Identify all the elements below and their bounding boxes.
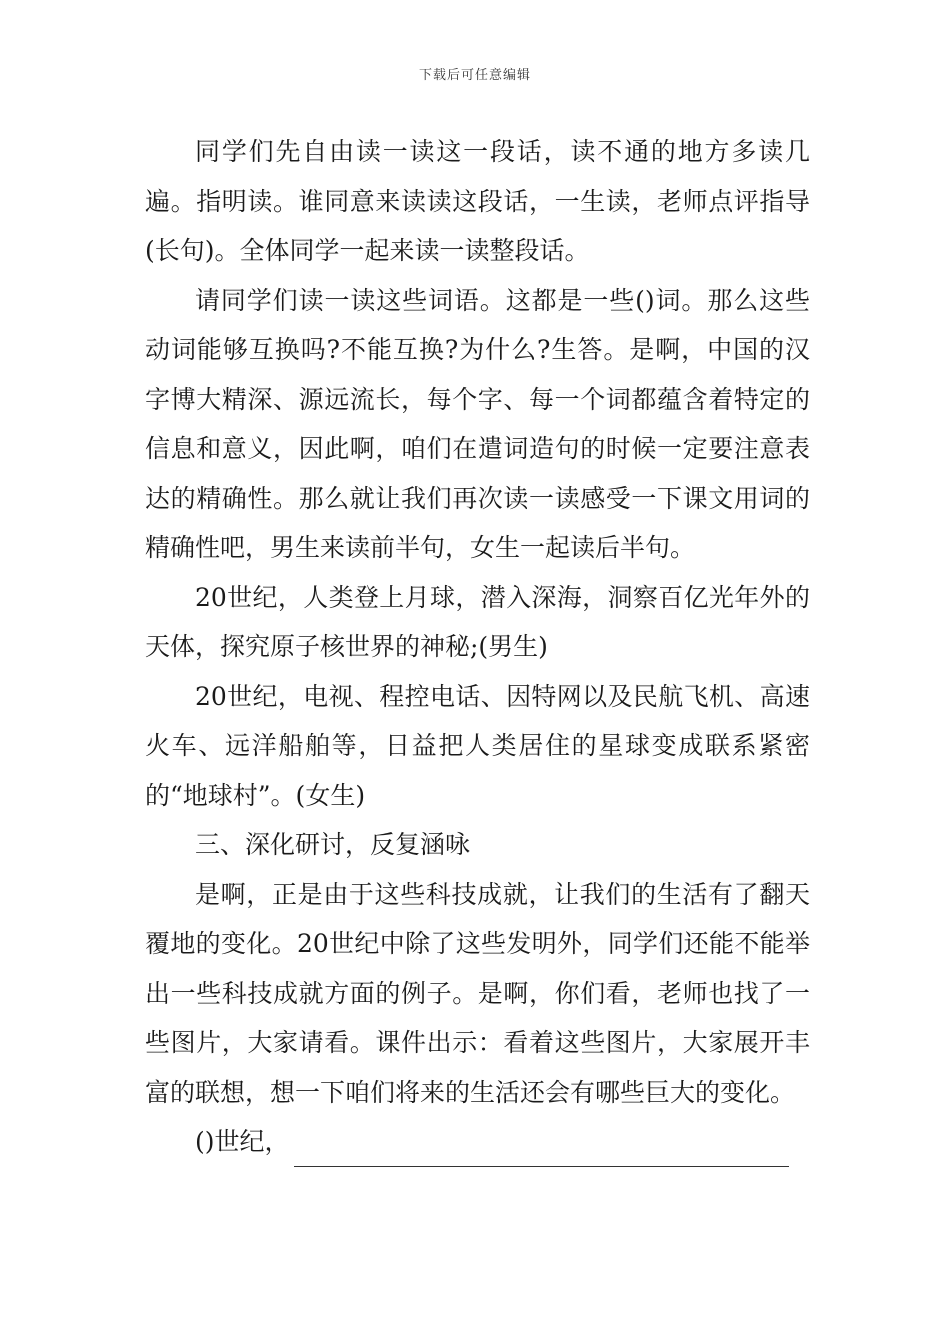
fill-in-prefix: ()世纪， [195, 1127, 290, 1156]
paragraph-free-reading: 同学们先自由读一读这一段话，读不通的地方多读几遍。指明读。谁同意来读读这段话，一生读，老师点评指导(长句)。全体同学一起来读一读整段话。 [145, 137, 810, 265]
fill-in-prompt [145, 1117, 810, 1167]
fill-in-blank-line [294, 1138, 789, 1167]
document-body [145, 127, 810, 1167]
paragraph-girls-reading: 20世纪，电视、程控电话、因特网以及民航飞机、高速火车、远洋船舶等，日益把人类居住的星球变成联系紧密的“地球村”。(女生) [145, 681, 810, 810]
paragraph-discussion: 是啊，正是由于这些科技成就，让我们的生活有了翻天覆地的变化。20世纪中除了这些发明外，同学们还能不能举出一些科技成就方面的例子。是啊，你们看，老师也找了一些图片，大家请看。课件出示：看着这些图片，大家展开丰富的联想，想一下咱们将来的生活还会有哪些巨大的变化。 [145, 879, 810, 1107]
section-heading: 三、深化研讨，反复涵咏 [195, 830, 471, 859]
page-header: 下载后可任意编辑 [418, 68, 531, 83]
paragraph-word-study: 请同学们读一读这些词语。这都是一些()词。那么这些动词能够互换吗?不能互换?为什么?生答。是啊，中国的汉字博大精深、源远流长，每个字、每一个词都蕴含着特定的信息和意义，因此啊，咱们在遣词造句的时候一定要注意表达的精确性。那么就让我们再次读一读感受一下课文用词的精确性吧，男生来读前半句，女生一起读后半句。 [145, 285, 810, 562]
paragraph-boys-reading: 20世纪，人类登上月球，潜入深海，洞察百亿光年外的天体，探究原子核世界的神秘;(男生) [145, 582, 810, 661]
